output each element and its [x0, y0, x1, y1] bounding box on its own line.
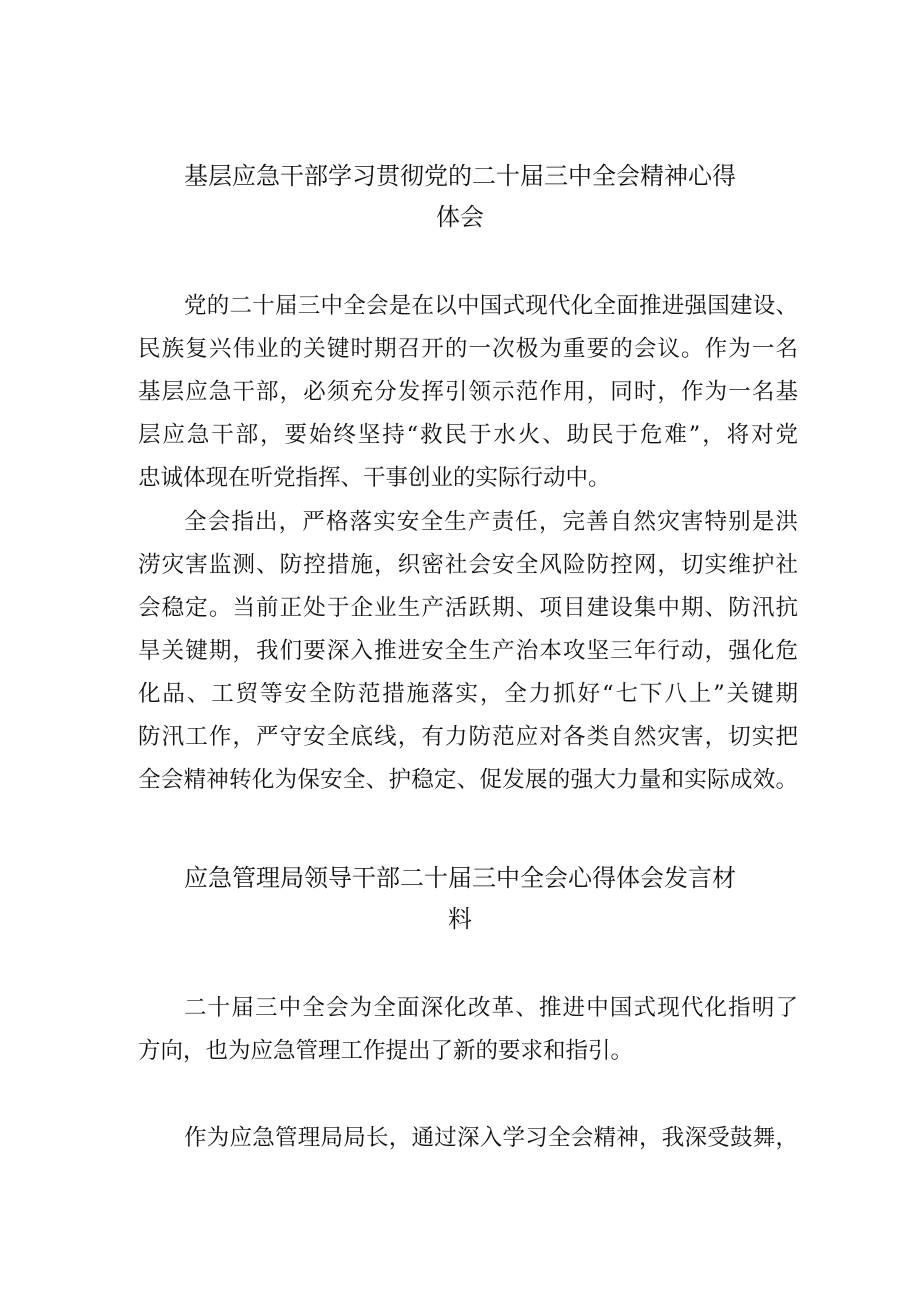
section1-p2-line-7: 全会精神转化为保安全、护稳定、促发展的强大力量和实际成效。	[138, 767, 798, 793]
section1-p2-line-3: 会稳定。当前正处于企业生产活跃期、项目建设集中期、防汛抗	[138, 595, 798, 621]
section1-p1-line-1: 党的二十届三中全会是在以中国式现代化全面推进强国建设、	[184, 293, 798, 319]
section1-p2-line-2: 涝灾害监测、防控措施，织密社会安全风险防控网，切实维护社	[138, 552, 798, 578]
section1-p1-line-4: 层应急干部，要始终坚持“救民于水火、助民于危难”，将对党	[138, 422, 798, 448]
section1-title-line-2: 体会	[436, 203, 484, 231]
section1-title-line-1: 基层应急干部学习贯彻党的二十届三中全会精神心得	[184, 162, 736, 190]
section2-title-line-2: 料	[448, 905, 472, 933]
section1-p2-line-5: 化品、工贸等安全防范措施落实，全力抓好“七下八上”关键期	[138, 681, 798, 707]
section2-p1-line-1: 二十届三中全会为全面深化改革、推进中国式现代化指明了	[184, 995, 798, 1021]
section1-p1-line-2: 民族复兴伟业的关键时期召开的一次极为重要的会议。作为一名	[138, 336, 798, 362]
section1-p1-line-3: 基层应急干部，必须充分发挥引领示范作用，同时，作为一名基	[138, 379, 798, 405]
section1-p2-line-4: 旱关键期，我们要深入推进安全生产治本攻坚三年行动，强化危	[138, 638, 798, 664]
section2-p2-line-1: 作为应急管理局局长，通过深入学习全会精神，我深受鼓舞，	[184, 1125, 798, 1151]
section1-p1-line-5: 忠诚体现在听党指挥、干事创业的实际行动中。	[138, 465, 611, 491]
section1-p2-line-6: 防汛工作，严守安全底线，有力防范应对各类自然灾害，切实把	[138, 724, 798, 750]
section1-p2-line-1: 全会指出，严格落实安全生产责任，完善自然灾害特别是洪	[184, 509, 798, 535]
section2-p1-line-2: 方向，也为应急管理工作提出了新的要求和指引。	[138, 1038, 634, 1064]
section2-title-line-1: 应急管理局领导干部二十届三中全会心得体会发言材	[184, 864, 736, 892]
